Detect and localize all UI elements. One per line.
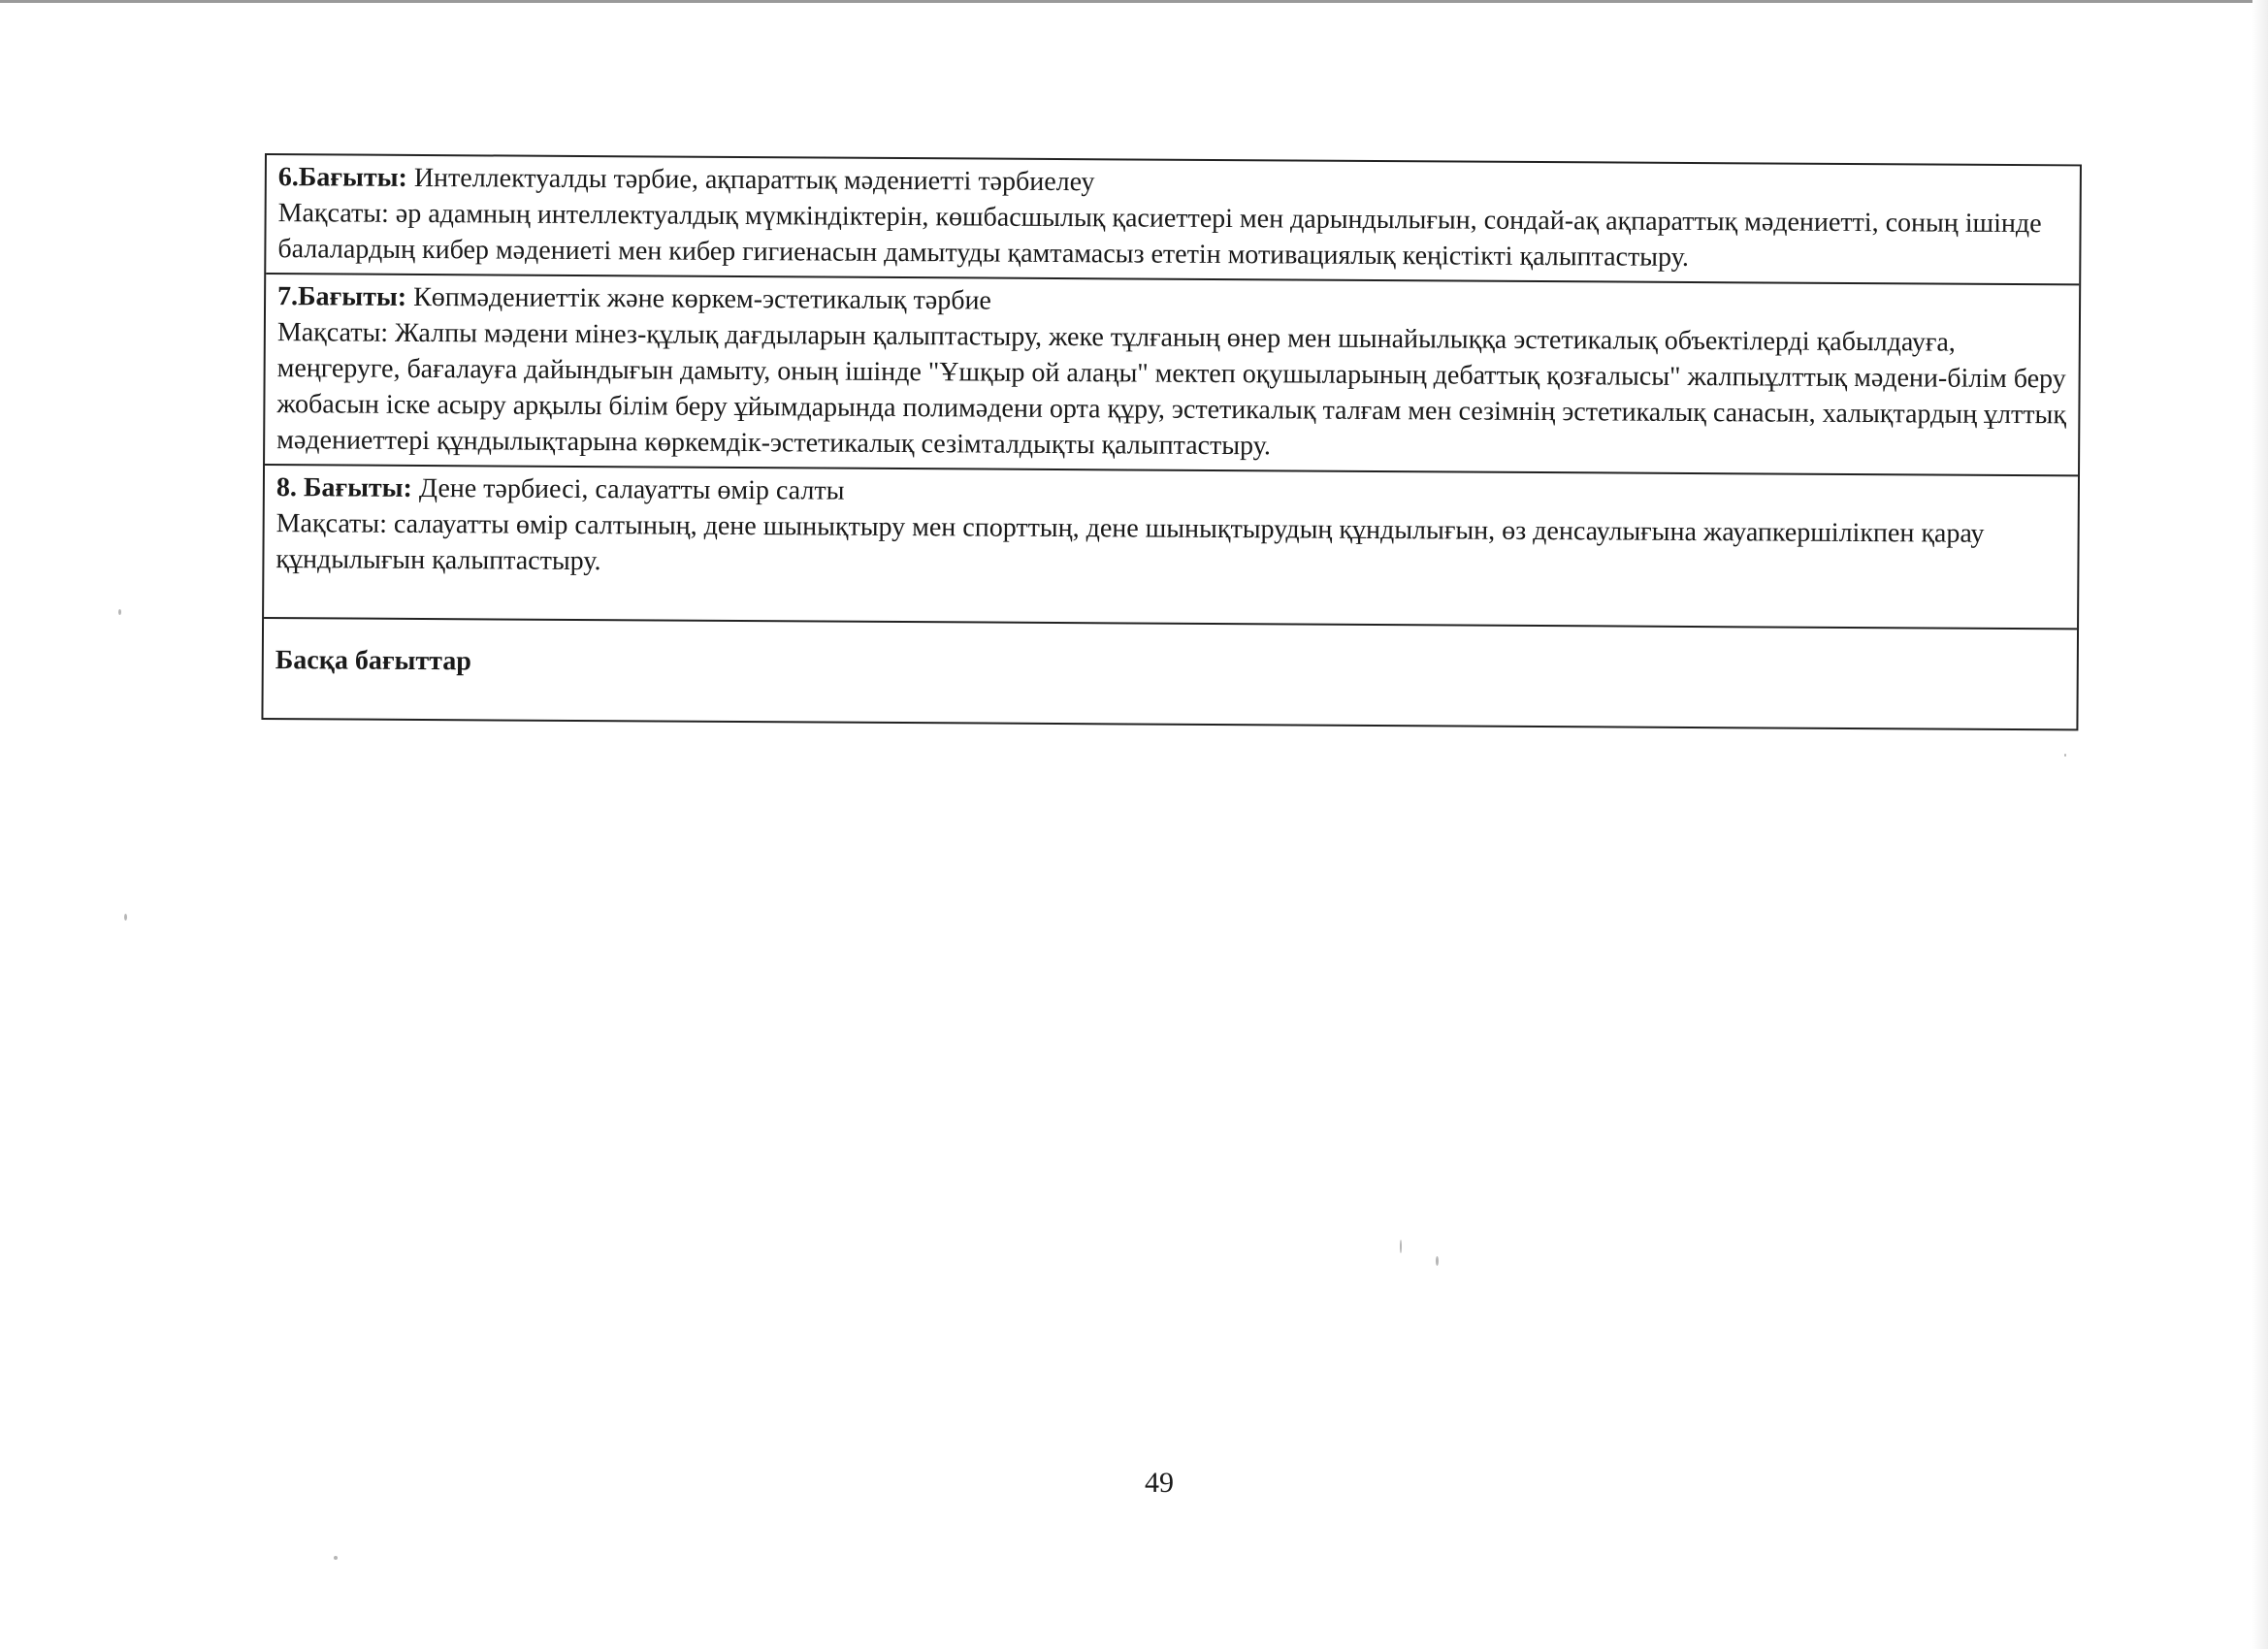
scan-speck [1436,1256,1439,1266]
direction-title: Интеллектуалды тәрбие, ақпараттық мәдениетті тәрбиелеу [406,162,1095,198]
other-directions-row [263,619,2077,728]
direction-label: 7.Бағыты: [277,281,407,312]
scan-speck [1400,1240,1402,1253]
scan-speck [118,609,121,615]
direction-goal: Мақсаты: әр адамның интеллектуалдық мүмкіндіктерін, көшбасшылық қасиеттері мен дарындылығын, сондай-ақ ақпараттық мәдениетті, соның ішінде балалардың кибер мәдениеті мен кибер гигиенасын дамытуды қамтамасыз ететін мотивациялық кеңістікті қалыптастыру. [277,198,2042,273]
page-number: 49 [1145,1467,1174,1499]
direction-row-6 [266,155,2080,285]
scan-top-edge [0,0,2268,3]
direction-label: 8. Бағыты: [275,472,413,503]
direction-goal: Мақсаты: Жалпы мәдени мінез-құлық дағдыларын қалыптастыру, жеке тұлғаның өнер мен шынайылыққа эстетикалық объектілерді қабылдауға, меңгеруге, бағалауға дайындығын дамыту, оның ішінде "Ұшқыр ой алаңы" мектеп оқушыларының дебаттық қозғалысы" жалпыұлттық мәдени-білім беру жобасын іске асыру арқылы білім беру ұйымдарында полимәдени орта құру, эстетикалық талғам мен сезімнің эстетикалық санасын, халықтардың ұлттық мәдениеттері құндылықтарына көркемдік-эстетикалық сезімталдықты қалыптастыру. [276,317,2067,462]
directions-table [261,153,2082,730]
direction-title: Дене тәрбиесі, салауатты өмір салты [411,472,845,506]
scan-speck [2064,754,2066,757]
direction-row-7 [265,275,2079,476]
scan-right-edge [2252,0,2268,1649]
direction-label: 6.Бағыты: [277,162,407,193]
scan-speck [334,1556,338,1560]
direction-title: Көпмәдениеттік және көркем-эстетикалық тәрбие [406,281,992,316]
other-directions-label: Басқа бағыттар [275,645,471,677]
direction-row-8 [264,466,2078,630]
scan-speck [124,914,127,921]
direction-goal: Мақсаты: салауатты өмір салтының, дене шынықтыру мен спорттың, дене шынықтырудың құндылығын, өз денсаулығына жауапкершілікпен қарау құндылығын қалыптастыру. [275,508,1985,577]
